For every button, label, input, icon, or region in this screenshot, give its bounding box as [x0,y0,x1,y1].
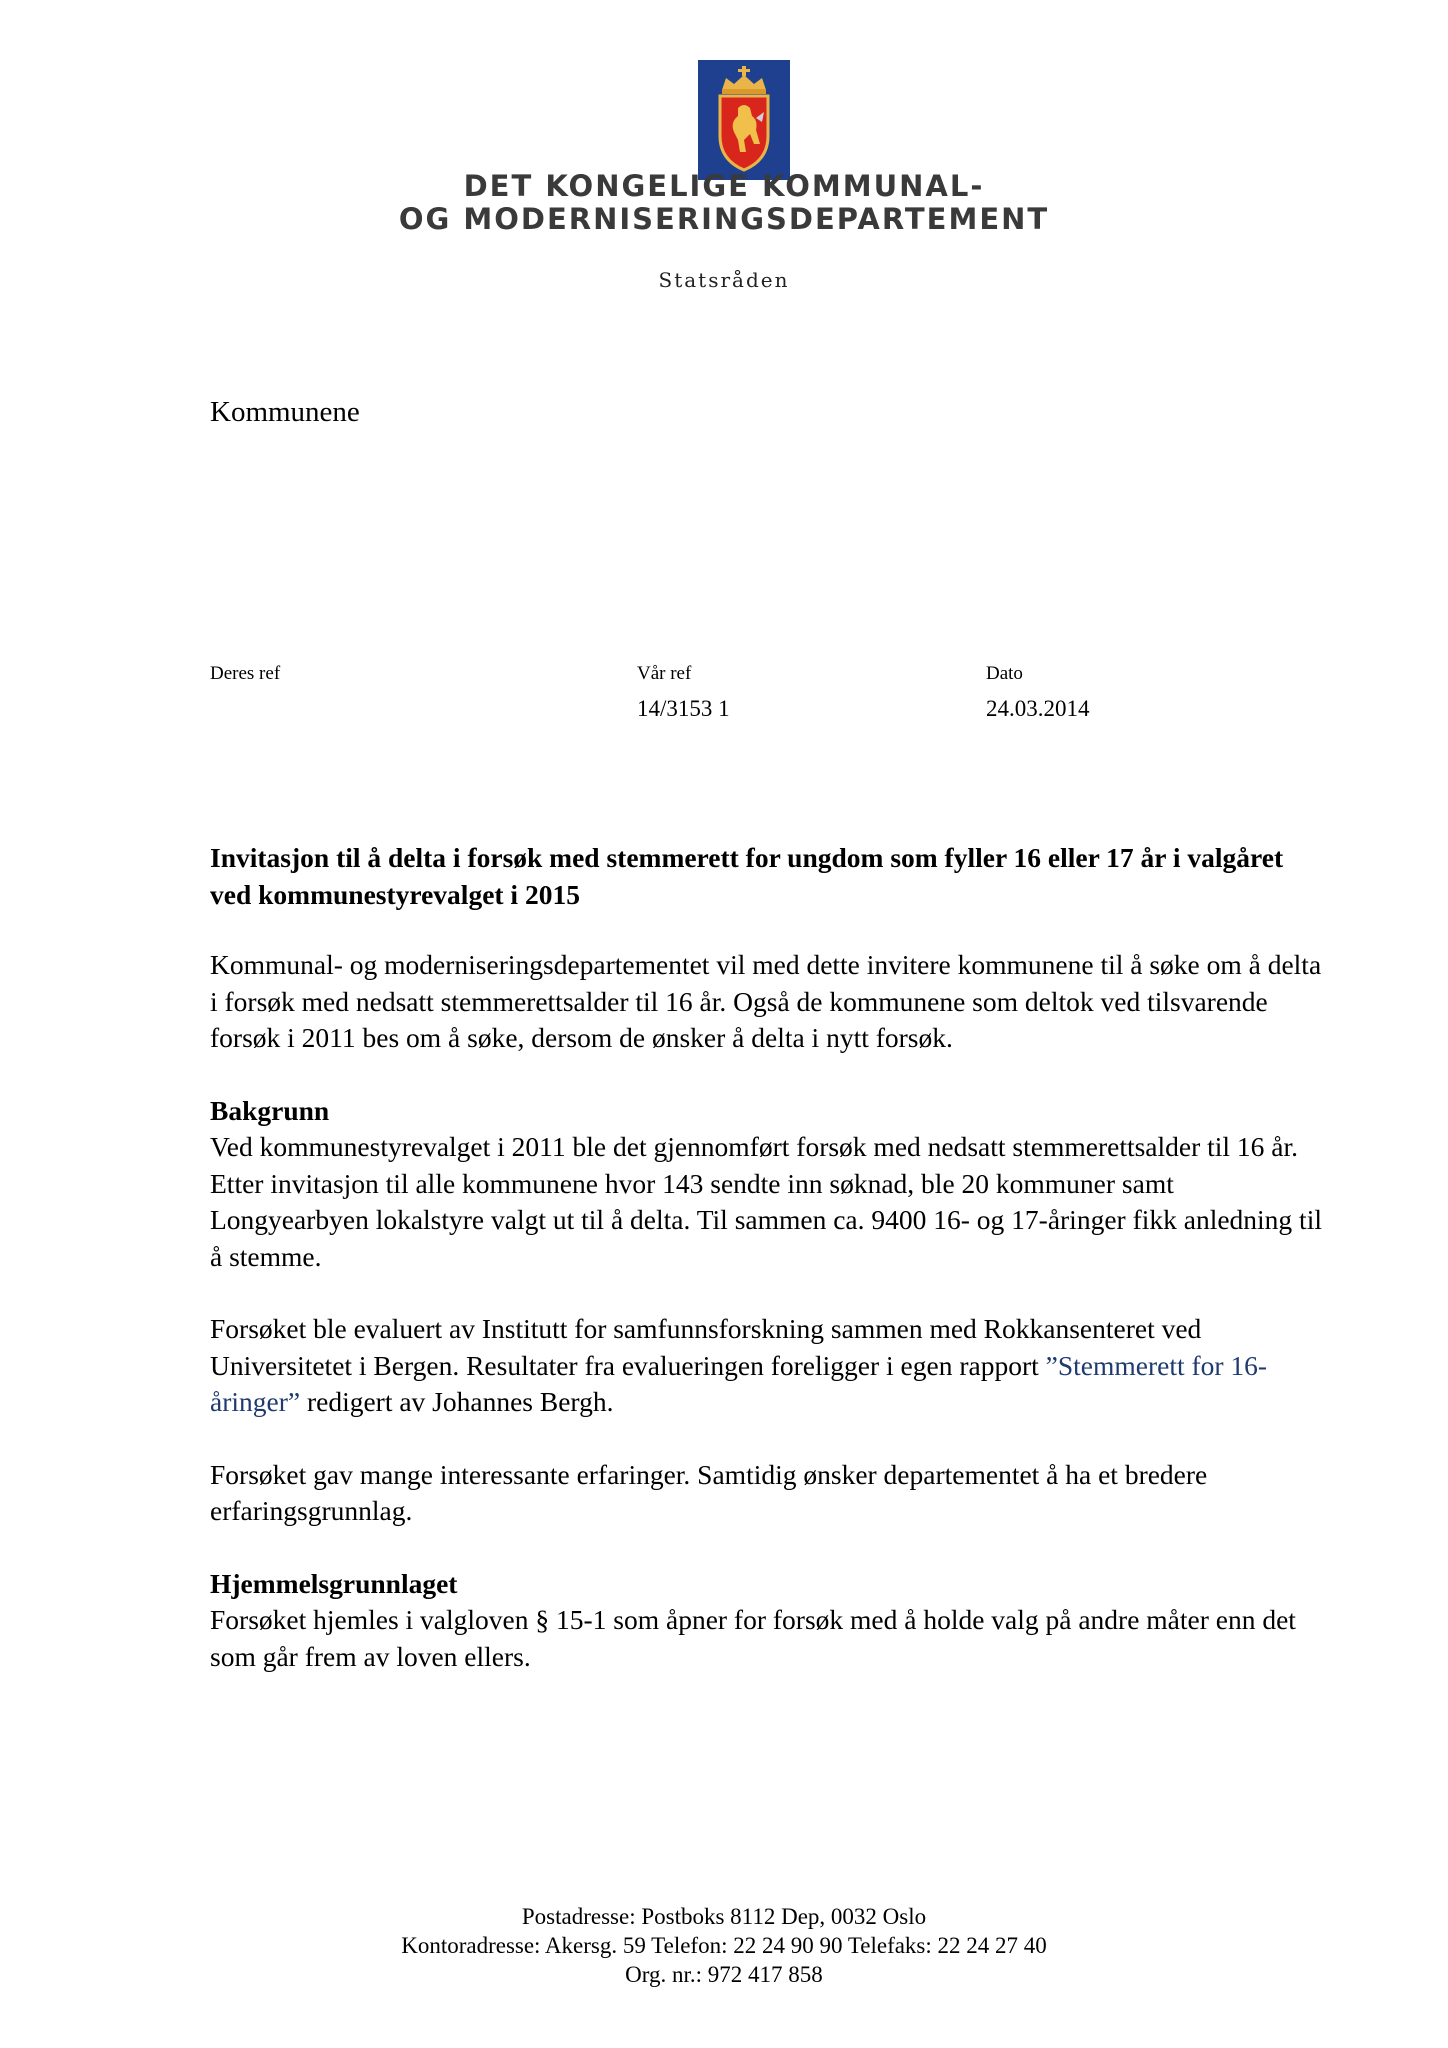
hjemmel-paragraph: Forsøket hjemles i valgloven § 15-1 som åpner for forsøk med å holde valg på andre måter enn det som går frem av loven ellers. [210,1604,1296,1672]
bakgrunn-paragraph: Ved kommunestyrevalget i 2011 ble det gjennomført forsøk med nedsatt stemmerettsalder til 16 år. Etter invitasjon til alle kommunene hvor 143 sendte inn søknad, ble 20 kommuner samt Longyearbyen lokalstyre valgt ut til å delta. Til sammen ca. 9400 16- og 17-åringer fikk anledning til å stemme. [210,1131,1322,1272]
department-name-line2: OG MODERNISERINGSDEPARTEMENT [398,202,1050,236]
subject-heading: Invitasjon til å delta i forsøk med stemmerett for ungdom som fyller 16 eller 17 år i valgåret ved kommunestyrevalget i 2015 [210,842,1284,910]
evaluation-paragraph [210,1311,1330,1421]
experience-paragraph: Forsøket gav mange interessante erfaringer. Samtidig ønsker departementet å ha et bredere erfaringsgrunnlag. [210,1458,1208,1526]
letter-footer [0,1902,1448,1989]
section-heading-hjemmel: Hjemmelsgrunnlaget [210,1567,458,1599]
var-ref-value: 14/3153 1 [637,696,730,721]
department-name-line1: DET KONGELIGE KOMMUNAL- [463,169,985,203]
deres-ref-label: Deres ref [210,663,281,684]
footer-postal-address: Postadresse: Postboks 8112 Dep, 0032 Oslo [521,1904,927,1929]
report-link[interactable]: ”Stemmerett for 16-åringer” [210,1349,1268,1417]
evaluation-text-end: redigert av Johannes Bergh. [300,1386,614,1417]
footer-org-number: Org. nr.: 972 417 858 [625,1962,823,1987]
date-label: Dato [986,663,1023,684]
section-heading-bakgrunn: Bakgrunn [210,1094,330,1126]
department-name [0,170,1448,236]
sender-title: Statsråden [658,268,790,292]
letter-body [210,840,1330,1675]
evaluation-text-start: Forsøket ble evaluert av Institutt for samfunnsforskning sammen med Rokkansenteret ved Universitetet i Bergen. Resultater fra evalueringen foreligger i egen rapport [210,1313,1202,1381]
date-value: 24.03.2014 [986,696,1090,721]
intro-paragraph: Kommunal- og moderniseringsdepartementet vil med dette invitere kommunene til å søke om å delta i forsøk med nedsatt stemmerettsalder til 16 år. Også de kommunene som deltok ved tilsvarende forsøk i 2011 bes om å søke, dersom de ønsker å delta i nytt forsøk. [210,949,1322,1053]
var-ref-label: Vår ref [637,663,692,684]
recipient: Kommunene [210,396,360,428]
coat-of-arms-icon [698,60,790,180]
footer-office-address: Kontoradresse: Akersg. 59 Telefon: 22 24 90 90 Telefaks: 22 24 27 40 [401,1933,1047,1958]
